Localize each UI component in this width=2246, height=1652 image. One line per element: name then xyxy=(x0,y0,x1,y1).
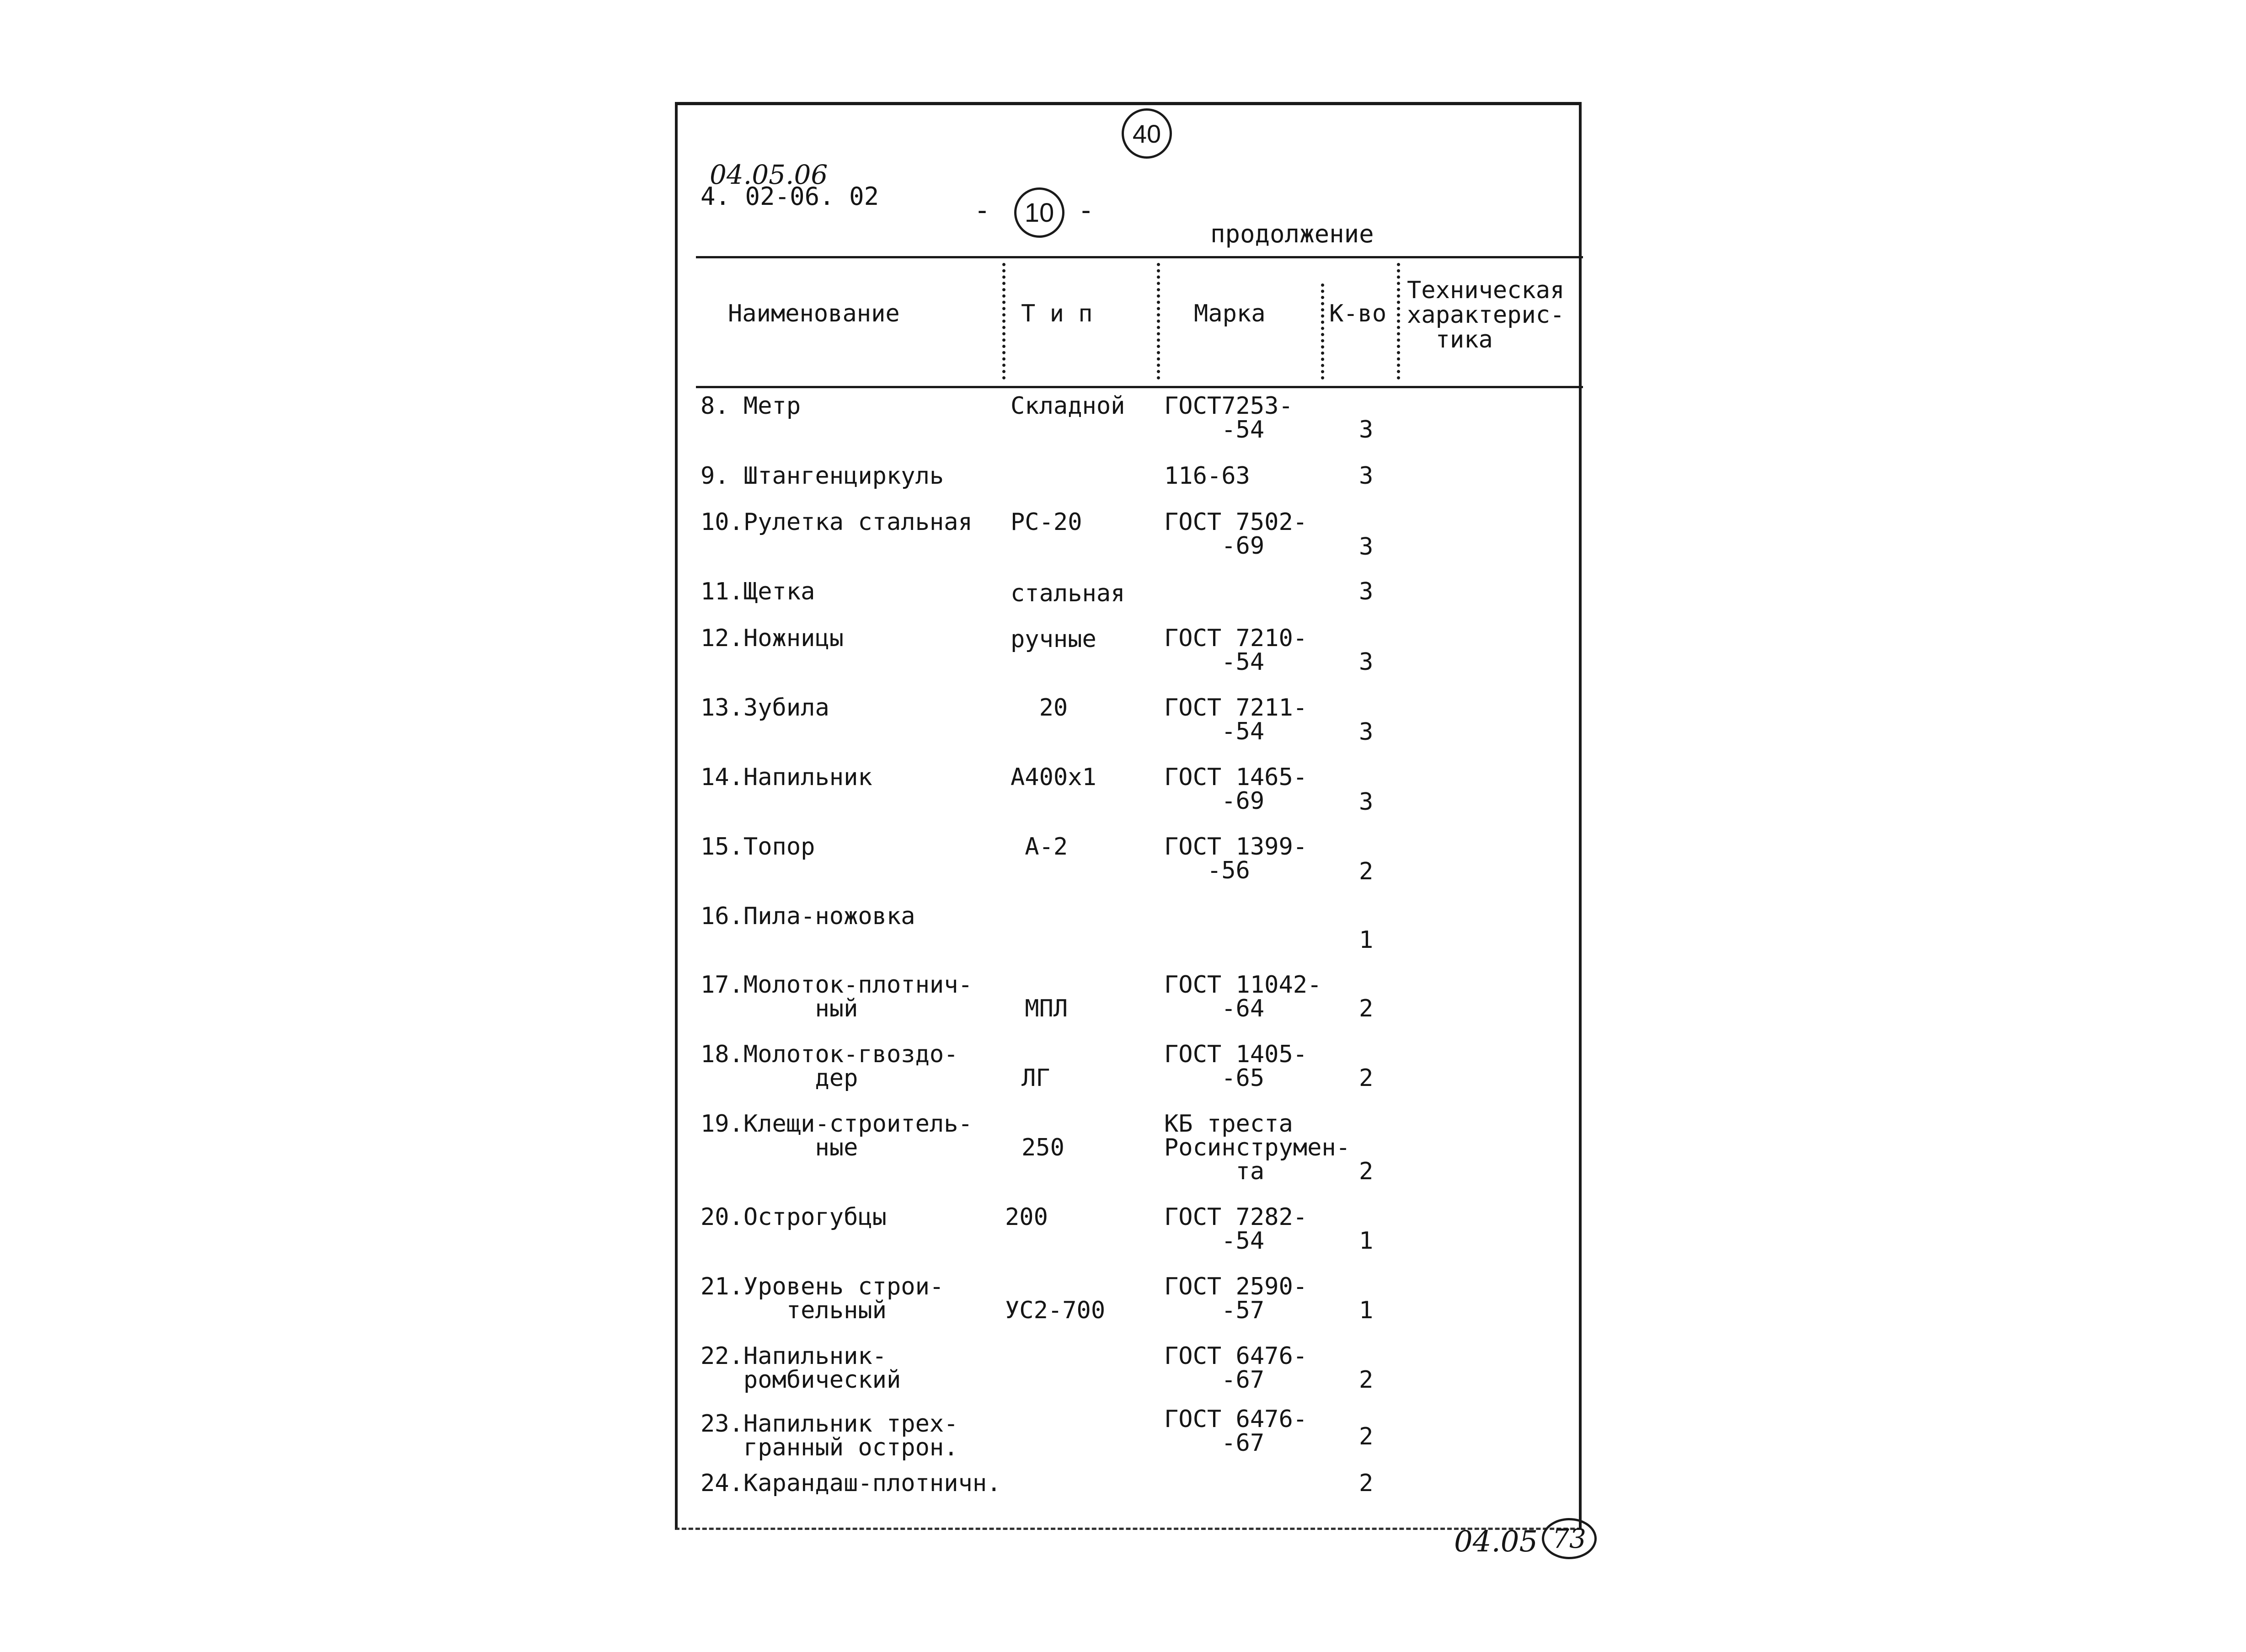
row-mark: ГОСТ 7282- -54 xyxy=(1164,1203,1308,1255)
col-header-name: Наименование xyxy=(728,300,900,327)
row-qty: 3 xyxy=(1359,648,1374,676)
row-name: 24.Карандаш-плотничн. xyxy=(701,1470,1001,1497)
row-type: стальная xyxy=(1011,580,1125,607)
page-number-circle xyxy=(1122,108,1172,159)
row-qty: 3 xyxy=(1359,416,1374,444)
row-name: 17.Молоток-плотнич- ный xyxy=(701,971,973,1022)
col-divider-2 xyxy=(1157,263,1160,380)
table-top-rule xyxy=(696,256,1583,258)
row-name: 13.Зубила xyxy=(701,694,829,722)
row-name: 23.Напильник трех- гранный острон. xyxy=(701,1410,958,1461)
row-name: 20.Острогубцы xyxy=(701,1203,887,1231)
row-name: 21.Уровень строи- тельный xyxy=(701,1273,944,1324)
row-qty: 3 xyxy=(1359,788,1374,816)
row-type: Складной xyxy=(1011,392,1125,420)
row-name: 16.Пила-ножовка xyxy=(701,903,915,930)
row-type: ЛГ xyxy=(1021,1064,1050,1092)
row-qty: 1 xyxy=(1359,1297,1374,1324)
col-header-type: Т и п xyxy=(1021,300,1093,327)
row-mark: ГОСТ 1399- -56 xyxy=(1164,833,1308,884)
row-type: 20 xyxy=(1011,694,1068,722)
row-type: 250 xyxy=(1021,1134,1064,1161)
row-name: 8. Метр xyxy=(701,392,801,420)
footer-number: 73 xyxy=(1552,1523,1586,1554)
row-name: 10.Рулетка стальная xyxy=(701,508,973,536)
row-mark: ГОСТ 11042- -64 xyxy=(1164,971,1322,1022)
dash-right: - xyxy=(1078,194,1095,226)
row-qty: 2 xyxy=(1359,858,1374,885)
row-name: 19.Клещи-строитель- ные xyxy=(701,1110,973,1161)
row-type: А-2 xyxy=(1011,833,1068,861)
dash-left: - xyxy=(974,194,991,226)
row-mark: ГОСТ 7502- -69 xyxy=(1164,508,1308,560)
row-mark: ГОСТ 1465- -69 xyxy=(1164,764,1308,815)
document-page xyxy=(675,102,1582,1530)
row-mark: ГОСТ 6476- -67 xyxy=(1164,1406,1308,1457)
col-divider-3 xyxy=(1321,283,1324,380)
row-type: А400х1 xyxy=(1011,764,1096,791)
row-name: 22.Напильник- ромбический xyxy=(701,1342,901,1394)
sheet-number-circle xyxy=(1014,187,1064,238)
row-name: 11.Щетка xyxy=(701,578,815,605)
row-mark: ГОСТ 2590- -57 xyxy=(1164,1273,1308,1324)
col-header-mark: Марка xyxy=(1194,300,1266,327)
row-mark: ГОСТ 7211- -54 xyxy=(1164,694,1308,745)
col-divider-4 xyxy=(1397,263,1400,380)
row-qty: 1 xyxy=(1359,1227,1374,1255)
page-number: 40 xyxy=(1132,119,1161,148)
row-mark: ГОСТ7253- -54 xyxy=(1164,392,1293,444)
row-qty: 1 xyxy=(1359,926,1374,954)
row-mark: ГОСТ 6476- -67 xyxy=(1164,1342,1308,1394)
row-qty: 3 xyxy=(1359,578,1374,605)
row-qty: 2 xyxy=(1359,1366,1374,1394)
row-mark: 116-63 xyxy=(1164,462,1250,490)
row-qty: 2 xyxy=(1359,995,1374,1022)
row-type: ручные xyxy=(1011,626,1096,653)
row-qty: 3 xyxy=(1359,462,1374,490)
col-divider-1 xyxy=(1002,263,1005,380)
row-type: УС2-700 xyxy=(1005,1297,1106,1324)
row-name: 15.Топор xyxy=(701,833,815,861)
row-mark: ГОСТ 1405- -65 xyxy=(1164,1041,1308,1092)
row-qty: 2 xyxy=(1359,1158,1374,1185)
row-type: 200 xyxy=(1005,1203,1048,1231)
col-header-spec: Техническая характерис- тика xyxy=(1407,277,1565,353)
row-mark: КБ треста Росинструмен- та xyxy=(1164,1110,1350,1185)
row-name: 12.Ножницы xyxy=(701,625,844,652)
footer-circled-number xyxy=(1542,1518,1597,1559)
row-qty: 3 xyxy=(1359,718,1374,746)
doc-code-handwritten: 04.05.06 xyxy=(710,159,828,190)
row-mark: ГОСТ 7210- -54 xyxy=(1164,625,1308,676)
row-name: 14.Напильник xyxy=(701,764,872,791)
row-qty: 2 xyxy=(1359,1470,1374,1497)
header-bottom-rule xyxy=(696,386,1583,388)
row-name: 9. Штангенциркуль xyxy=(701,462,944,490)
row-name: 18.Молоток-гвоздо- дер xyxy=(701,1041,958,1092)
row-type: РС-20 xyxy=(1011,508,1082,536)
row-qty: 3 xyxy=(1359,533,1374,561)
row-qty: 2 xyxy=(1359,1064,1374,1092)
footer-handwritten-code: 04.05 xyxy=(1454,1525,1538,1559)
doc-code: 4. 02-06. 02 xyxy=(701,182,879,211)
sheet-number: 10 xyxy=(1024,198,1054,228)
continuation-label: продолжение xyxy=(1210,219,1374,248)
row-qty: 2 xyxy=(1359,1423,1374,1450)
row-type: МПЛ xyxy=(1011,995,1068,1022)
col-header-qty: К-во xyxy=(1329,300,1387,327)
